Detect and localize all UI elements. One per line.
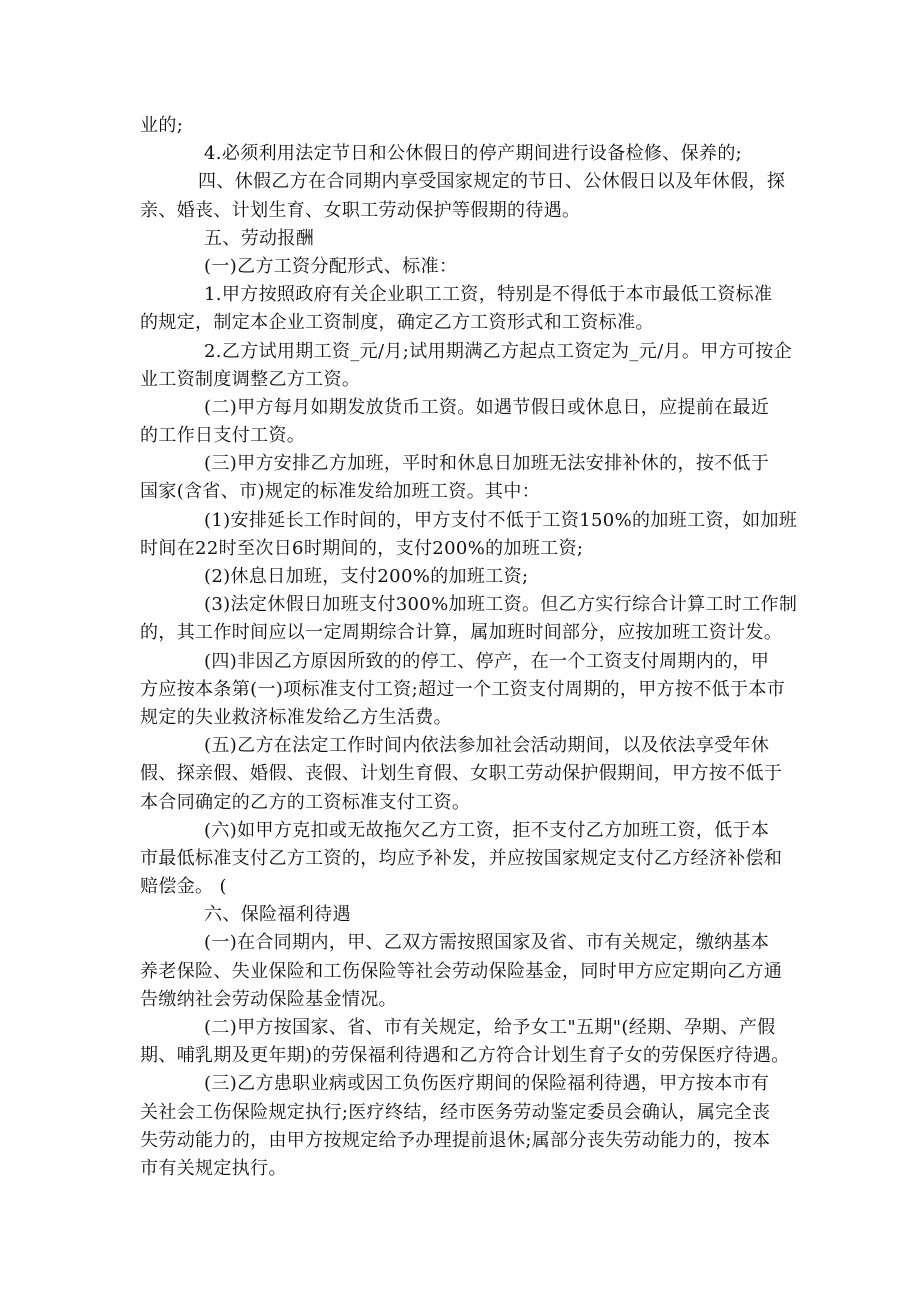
- text-line: (1)安排延长工作时间的，甲方支付不低于工资150%的加班工资，如加班: [204, 509, 798, 531]
- text-line: 业的;: [140, 115, 184, 136]
- text-line: 期、哺乳期及更年期)的劳保福利待遇和乙方符合计划生育子女的劳保医疗待遇。: [140, 1045, 790, 1067]
- text-line: 假、探亲假、婚假、丧假、计划生育假、女职工劳动保护假期间，甲方按不低于: [140, 763, 783, 785]
- text-line: (3)法定休假日加班支付300%加班工资。但乙方实行综合计算工时工作制: [204, 594, 798, 616]
- text-line: 业工资制度调整乙方工资。: [140, 368, 361, 390]
- text-line: (二)甲方每月如期发放货币工资。如遇节假日或休息日，应提前在最近: [204, 396, 770, 418]
- text-line: (四)非因乙方原因所致的的停工、停产，在一个工资支付周期内的，甲: [204, 650, 770, 672]
- text-line: 养老保险、失业保险和工伤保险等社会劳动保险基金，同时甲方应定期向乙方通: [140, 960, 783, 982]
- section-heading: 五、劳动报酬: [204, 227, 315, 249]
- text-line: 2.乙方试用期工资_元/月;试用期满乙方起点工资定为_元/月。甲方可按企: [204, 340, 792, 362]
- text-line: 失劳动能力的，由甲方按规定给予办理提前退休;属部分丧失劳动能力的，按本: [140, 1129, 771, 1151]
- text-line: 的，其工作时间应以一定周期综合计算，属加班时间部分，应按加班工资计发。: [140, 622, 783, 644]
- text-line: 亲、婚丧、计划生育、女职工劳动保护等假期的待遇。: [140, 199, 581, 221]
- text-line: 的工作日支付工资。: [140, 425, 306, 447]
- text-line: 四、休假乙方在合同期内享受国家规定的节日、公休假日以及年休假，探: [198, 171, 786, 193]
- document-page: [140, 112, 798, 1183]
- text-line: (五)乙方在法定工作时间内依法参加社会活动期间，以及依法享受年休: [204, 735, 770, 757]
- text-line: (六)如甲方克扣或无故拖欠乙方工资，拒不支付乙方加班工资，低于本: [204, 819, 770, 841]
- section-heading: 六、保险福利待遇: [204, 904, 351, 926]
- text-line: 赔偿金。 (: [140, 876, 227, 898]
- text-line: 关社会工伤保险规定执行;医疗终结，经市医务劳动鉴定委员会确认，属完全丧: [140, 1101, 771, 1123]
- text-line: 国家(含省、市)规定的标准发给加班工资。其中：: [140, 481, 541, 503]
- text-line: 市有关规定执行。: [140, 1157, 287, 1179]
- text-line: 告缴纳社会劳动保险基金情况。: [140, 988, 397, 1010]
- text-line: 方应按本条第(一)项标准支付工资;超过一个工资支付周期的，甲方按不低于本市: [140, 678, 786, 700]
- text-line: (三)乙方患职业病或因工负伤医疗期间的保险福利待遇，甲方按本市有: [204, 1073, 770, 1095]
- text-line: 市最低标准支付乙方工资的，均应予补发，并应按国家规定支付乙方经济补偿和: [140, 847, 783, 869]
- text-line: (2)休息日加班，支付200%的加班工资;: [204, 566, 529, 587]
- text-line: (二)甲方按国家、省、市有关规定，给予女工"五期"(经期、孕期、产假: [204, 1017, 776, 1038]
- text-line: 1.甲方按照政府有关企业职工工资，特别是不得低于本市最低工资标准: [204, 284, 773, 306]
- text-line: (三)甲方安排乙方加班，平时和休息日加班无法安排补休的，按不低于: [204, 453, 770, 475]
- text-line: 的规定，制定本企业工资制度，确定乙方工资形式和工资标准。: [140, 312, 654, 334]
- text-line: 时间在22时至次日6时期间的，支付200%的加班工资;: [140, 537, 584, 559]
- text-line: 4.必须利用法定节日和公休假日的停产期间进行设备检修、保养的;: [204, 143, 743, 165]
- text-line: 本合同确定的乙方的工资标准支付工资。: [140, 791, 471, 813]
- text-line: (一)在合同期内，甲、乙双方需按照国家及省、市有关规定，缴纳基本: [204, 932, 770, 954]
- text-line: 规定的失业救济标准发给乙方生活费。: [140, 706, 452, 728]
- text-line: (一)乙方工资分配形式、标准：: [204, 255, 458, 277]
